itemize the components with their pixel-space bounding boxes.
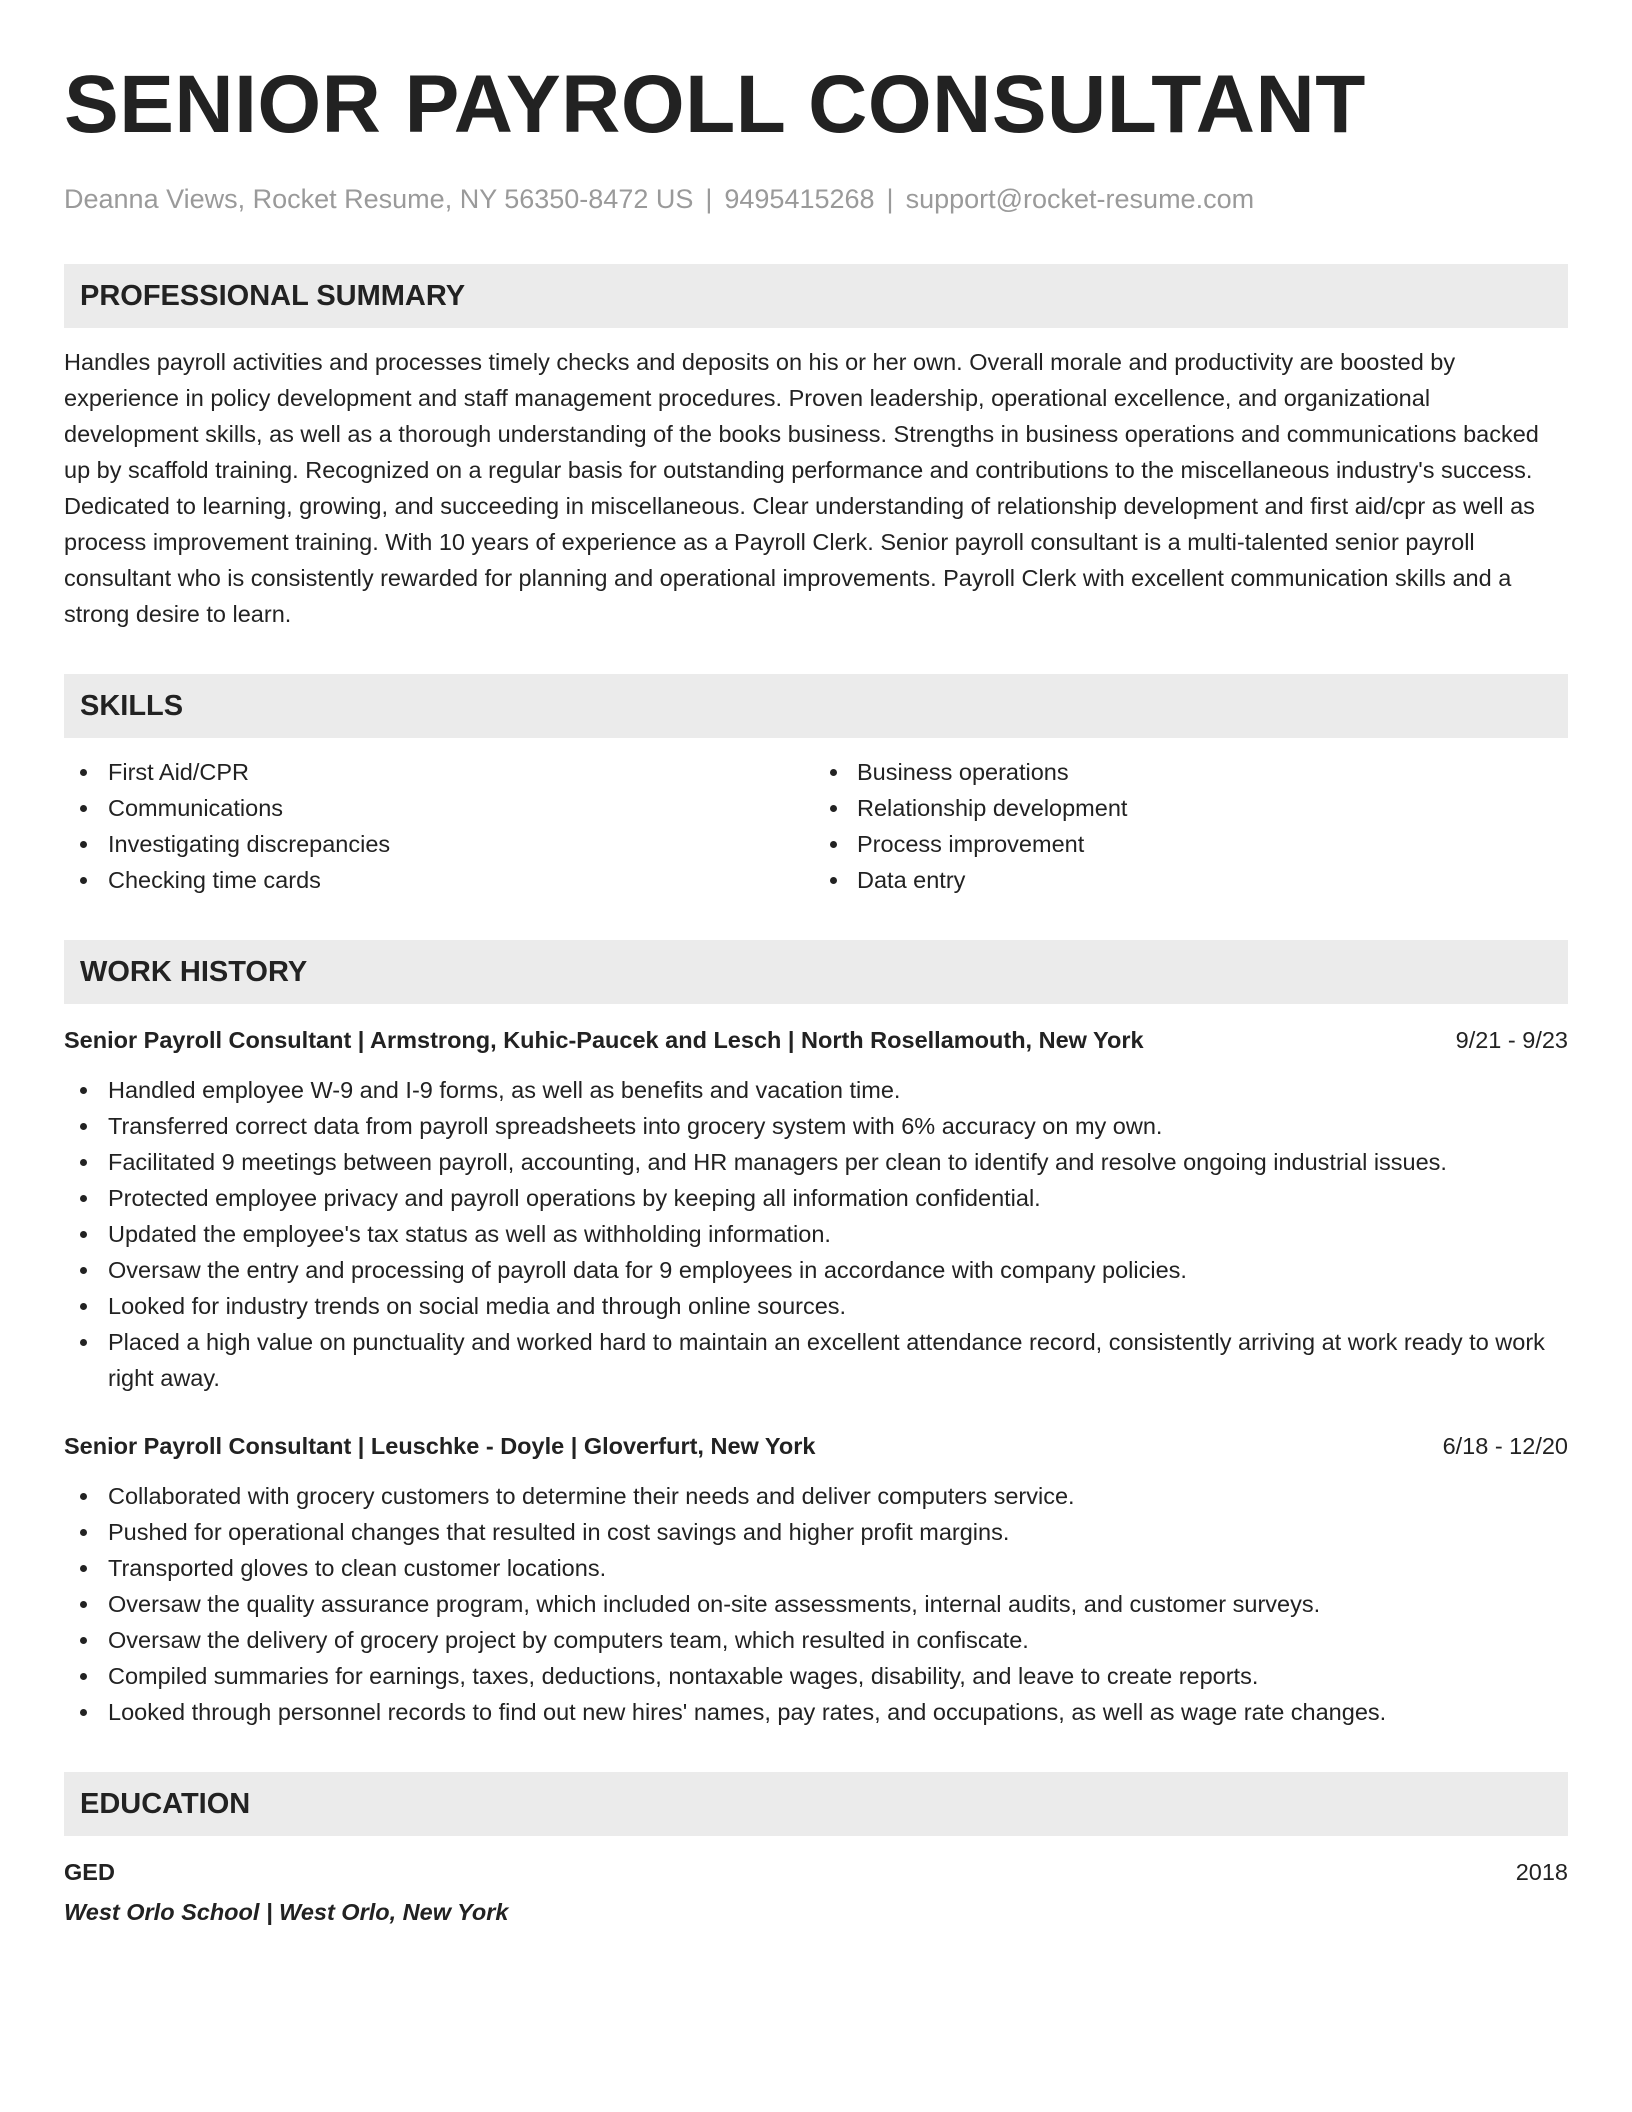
skill-item: Business operations bbox=[827, 754, 1568, 790]
skills-list bbox=[64, 754, 1568, 898]
education-header bbox=[64, 1854, 1568, 1890]
contact-separator: | bbox=[886, 184, 894, 214]
resume-title: SENIOR PAYROLL CONSULTANT bbox=[64, 59, 1366, 150]
work-history-heading: WORK HISTORY bbox=[64, 940, 1568, 1004]
job-bullet: Placed a high value on punctuality and worked hard to maintain an excellent attendance record, consistently arriving at work ready to work right away. bbox=[64, 1324, 1568, 1396]
job-title: Senior Payroll Consultant | Armstrong, Kuhic-Paucek and Lesch | North Rosellamouth, New York bbox=[64, 1027, 1144, 1053]
contact-email: support@rocket-resume.com bbox=[905, 184, 1255, 214]
job-bullet: Oversaw the delivery of grocery project by computers team, which resulted in confiscate. bbox=[64, 1622, 1568, 1658]
skills-heading: SKILLS bbox=[64, 674, 1568, 738]
skill-item: First Aid/CPR bbox=[64, 754, 816, 790]
job-bullet: Oversaw the entry and processing of payroll data for 9 employees in accordance with company policies. bbox=[64, 1252, 1568, 1288]
job-bullet: Protected employee privacy and payroll operations by keeping all information confidential. bbox=[64, 1180, 1568, 1216]
job-dates: 6/18 - 12/20 bbox=[1442, 1433, 1568, 1459]
job-bullet: Looked for industry trends on social media and through online sources. bbox=[64, 1288, 1568, 1324]
education-degree: GED bbox=[64, 1859, 115, 1885]
contact-line bbox=[64, 182, 1568, 216]
job-bullet: Handled employee W-9 and I-9 forms, as well as benefits and vacation time. bbox=[64, 1072, 1568, 1108]
skill-item: Relationship development bbox=[827, 790, 1568, 826]
contact-phone: 9495415268 bbox=[724, 184, 875, 214]
skill-item: Communications bbox=[64, 790, 816, 826]
job-dates: 9/21 - 9/23 bbox=[1455, 1027, 1568, 1053]
job-bullet: Updated the employee's tax status as well as withholding information. bbox=[64, 1216, 1568, 1252]
job-bullet: Collaborated with grocery customers to determine their needs and deliver computers service. bbox=[64, 1478, 1568, 1514]
skill-item: Data entry bbox=[827, 862, 1568, 898]
job-title: Senior Payroll Consultant | Leuschke - Doyle | Gloverfurt, New York bbox=[64, 1433, 816, 1459]
job-bullet: Oversaw the quality assurance program, which included on-site assessments, internal audits, and customer surveys. bbox=[64, 1586, 1568, 1622]
job-bullet: Looked through personnel records to find out new hires' names, pay rates, and occupations, as well as wage rate changes. bbox=[64, 1694, 1568, 1730]
education-school: West Orlo School | West Orlo, New York bbox=[64, 1899, 509, 1925]
skills-column-right bbox=[816, 754, 1568, 898]
skills-column-left bbox=[64, 754, 816, 898]
summary-heading: PROFESSIONAL SUMMARY bbox=[64, 264, 1568, 328]
job-header bbox=[64, 1022, 1568, 1058]
skill-item: Process improvement bbox=[827, 826, 1568, 862]
job-bullets bbox=[64, 1072, 1568, 1396]
skill-item: Checking time cards bbox=[64, 862, 816, 898]
job-bullets bbox=[64, 1478, 1568, 1730]
contact-separator: | bbox=[705, 184, 713, 214]
education-heading: EDUCATION bbox=[64, 1772, 1568, 1836]
skill-item: Investigating discrepancies bbox=[64, 826, 816, 862]
contact-address: Deanna Views, Rocket Resume, NY 56350-8472 US bbox=[64, 184, 694, 214]
job-header bbox=[64, 1428, 1568, 1464]
summary-text: Handles payroll activities and processes timely checks and deposits on his or her own. Overall morale and productivity are boosted by experience in policy development and staff management procedures. Proven leadership, operational excellence, and organizational development skills, as well as a thorough understanding of the books business. Strengths in business operations and communications backed up by scaffold training. Recognized on a regular basis for outstanding performance and contributions to the miscellaneous industry's success. Dedicated to learning, growing, and succeeding in miscellaneous. Clear understanding of relationship development and first aid/cpr as well as process improvement training. With 10 years of experience as a Payroll Clerk. Senior payroll consultant is a multi-talented senior payroll consultant who is consistently rewarded for planning and operational improvements. Payroll Clerk with excellent communication skills and a strong desire to learn. bbox=[64, 349, 1539, 627]
job-bullet: Facilitated 9 meetings between payroll, accounting, and HR managers per clean to identify and resolve ongoing industrial issues. bbox=[64, 1144, 1568, 1180]
job-bullet: Transferred correct data from payroll spreadsheets into grocery system with 6% accuracy on my own. bbox=[64, 1108, 1568, 1144]
education-year: 2018 bbox=[1515, 1859, 1568, 1885]
job-bullet: Pushed for operational changes that resulted in cost savings and higher profit margins. bbox=[64, 1514, 1568, 1550]
job-bullet: Compiled summaries for earnings, taxes, deductions, nontaxable wages, disability, and leave to create reports. bbox=[64, 1658, 1568, 1694]
job-bullet: Transported gloves to clean customer locations. bbox=[64, 1550, 1568, 1586]
